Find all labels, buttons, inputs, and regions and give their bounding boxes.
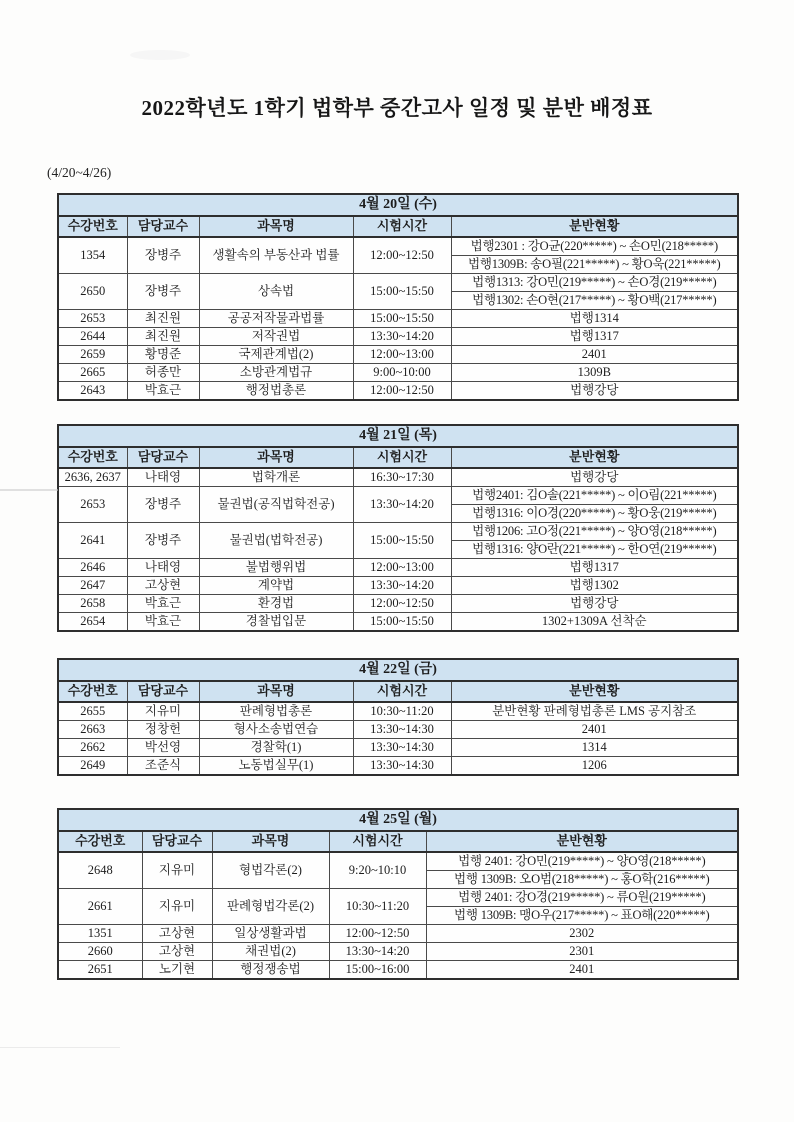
exam-time-cell: 12:00~13:00: [353, 559, 451, 577]
table-header-row: [58, 831, 738, 852]
table-row: [58, 328, 738, 346]
exam-time-cell: 13:30~14:30: [353, 721, 451, 739]
schedule-table-fri: [57, 658, 739, 776]
course-no-cell: 2650: [58, 274, 127, 310]
table-row: [58, 468, 738, 487]
table-row: [58, 943, 738, 961]
table-date-label: 4월 22일 (금): [58, 659, 738, 681]
professor-cell: 황명준: [127, 346, 199, 364]
table-row: [58, 702, 738, 721]
schedule-table-mon: [57, 808, 739, 980]
professor-cell: 장병주: [127, 274, 199, 310]
professor-cell: 고상현: [142, 925, 212, 943]
subject-cell: 공공저작물과법률: [199, 310, 353, 328]
table-row: [58, 613, 738, 632]
professor-cell: 노기현: [142, 961, 212, 980]
section-assignment-cell: 법행 2401: 강O민(219*****) ~ 양O영(218*****): [426, 852, 738, 871]
schedule-table-thu: [57, 424, 739, 632]
professor-cell: 장병주: [127, 523, 199, 559]
course-no-cell: 2649: [58, 757, 127, 776]
table-row: [58, 559, 738, 577]
section-assignment-cell: 1206: [451, 757, 738, 776]
column-header: 과목명: [199, 681, 353, 702]
table-date-label: 4월 21일 (목): [58, 425, 738, 447]
table-row: [58, 237, 738, 256]
subject-cell: 상속법: [199, 274, 353, 310]
course-no-cell: 1354: [58, 237, 127, 274]
section-assignment-cell: 분반현황 판례형법총론 LMS 공지참조: [451, 702, 738, 721]
course-no-cell: 2648: [58, 852, 142, 889]
section-assignment-cell: 법행 2401: 강O경(219*****) ~ 류O원(219*****): [426, 889, 738, 907]
exam-time-cell: 10:30~11:20: [353, 702, 451, 721]
professor-cell: 정창헌: [127, 721, 199, 739]
subject-cell: 노동법실무(1): [199, 757, 353, 776]
exam-time-cell: 13:30~14:30: [353, 757, 451, 776]
exam-time-cell: 13:30~14:20: [353, 577, 451, 595]
scan-artifact: [0, 1047, 120, 1048]
column-header: 과목명: [199, 216, 353, 237]
column-header: 분반현황: [451, 447, 738, 468]
table-row: [58, 889, 738, 907]
column-header: 분반현황: [426, 831, 738, 852]
professor-cell: 장병주: [127, 487, 199, 523]
table-row: [58, 739, 738, 757]
exam-schedule-table: [57, 424, 739, 632]
exam-time-cell: 13:30~14:30: [353, 739, 451, 757]
exam-time-cell: 15:00~15:50: [353, 613, 451, 632]
scan-artifact: [130, 50, 190, 60]
professor-cell: 지유미: [127, 702, 199, 721]
section-assignment-cell: 법행1302: [451, 577, 738, 595]
professor-cell: 박효근: [127, 595, 199, 613]
table-date-row: [58, 425, 738, 447]
column-header: 수강번호: [58, 447, 127, 468]
professor-cell: 장병주: [127, 237, 199, 274]
section-assignment-cell: 법행1206: 고O정(221*****) ~ 양O영(218*****): [451, 523, 738, 541]
exam-schedule-table: [57, 658, 739, 776]
section-assignment-cell: 2401: [451, 346, 738, 364]
table-date-label: 4월 25일 (월): [58, 809, 738, 831]
column-header: 시험시간: [353, 216, 451, 237]
section-assignment-cell: 2301: [426, 943, 738, 961]
section-assignment-cell: 법행1314: [451, 310, 738, 328]
professor-cell: 박효근: [127, 382, 199, 401]
course-no-cell: 2646: [58, 559, 127, 577]
section-assignment-cell: 법행강당: [451, 382, 738, 401]
exam-time-cell: 15:00~15:50: [353, 274, 451, 310]
table-row: [58, 757, 738, 776]
exam-time-cell: 15:00~16:00: [329, 961, 426, 980]
subject-cell: 경찰법입문: [199, 613, 353, 632]
professor-cell: 고상현: [127, 577, 199, 595]
section-assignment-cell: 법행1313: 강O민(219*****) ~ 손O경(219*****): [451, 274, 738, 292]
table-row: [58, 274, 738, 292]
course-no-cell: 2663: [58, 721, 127, 739]
section-assignment-cell: 법행2401: 김O솔(221*****) ~ 이O림(221*****): [451, 487, 738, 505]
table-header-row: [58, 216, 738, 237]
column-header: 과목명: [212, 831, 329, 852]
column-header: 시험시간: [353, 447, 451, 468]
column-header: 담당교수: [127, 216, 199, 237]
table-row: [58, 595, 738, 613]
schedule-table-wed: [57, 193, 739, 401]
course-no-cell: 2643: [58, 382, 127, 401]
table-row: [58, 961, 738, 980]
course-no-cell: 1351: [58, 925, 142, 943]
course-no-cell: 2665: [58, 364, 127, 382]
course-no-cell: 2658: [58, 595, 127, 613]
subject-cell: 행정법총론: [199, 382, 353, 401]
exam-time-cell: 15:00~15:50: [353, 310, 451, 328]
column-header: 수강번호: [58, 681, 127, 702]
exam-schedule-table: [57, 193, 739, 401]
professor-cell: 허종만: [127, 364, 199, 382]
scan-artifact: [0, 489, 58, 491]
course-no-cell: 2636, 2637: [58, 468, 127, 487]
course-no-cell: 2647: [58, 577, 127, 595]
exam-time-cell: 13:30~14:20: [353, 487, 451, 523]
table-row: [58, 487, 738, 505]
table-row: [58, 577, 738, 595]
section-assignment-cell: 2302: [426, 925, 738, 943]
professor-cell: 지유미: [142, 852, 212, 889]
subject-cell: 형사소송법연습: [199, 721, 353, 739]
exam-period-label: (4/20~4/26): [47, 165, 112, 180]
exam-time-cell: 13:30~14:20: [329, 943, 426, 961]
professor-cell: 나태영: [127, 559, 199, 577]
section-assignment-cell: 법행1302: 손O현(217*****) ~ 황O백(217*****): [451, 292, 738, 310]
subject-cell: 저작권법: [199, 328, 353, 346]
professor-cell: 나태영: [127, 468, 199, 487]
course-no-cell: 2662: [58, 739, 127, 757]
section-assignment-cell: 법행1317: [451, 328, 738, 346]
table-date-row: [58, 194, 738, 216]
column-header: 과목명: [199, 447, 353, 468]
column-header: 담당교수: [127, 447, 199, 468]
subject-cell: 채권법(2): [212, 943, 329, 961]
course-no-cell: 2659: [58, 346, 127, 364]
table-row: [58, 346, 738, 364]
section-assignment-cell: 1302+1309A 선착순: [451, 613, 738, 632]
table-date-row: [58, 809, 738, 831]
subject-cell: 일상생활과법: [212, 925, 329, 943]
professor-cell: 박선영: [127, 739, 199, 757]
subject-cell: 소방관계법규: [199, 364, 353, 382]
column-header: 시험시간: [329, 831, 426, 852]
professor-cell: 고상현: [142, 943, 212, 961]
exam-time-cell: 10:30~11:20: [329, 889, 426, 925]
table-row: [58, 721, 738, 739]
column-header: 수강번호: [58, 831, 142, 852]
table-row: [58, 310, 738, 328]
section-assignment-cell: 2401: [451, 721, 738, 739]
professor-cell: 최진원: [127, 328, 199, 346]
course-no-cell: 2654: [58, 613, 127, 632]
table-row: [58, 382, 738, 401]
section-assignment-cell: 법행1316: 양O란(221*****) ~ 한O연(219*****): [451, 541, 738, 559]
professor-cell: 박효근: [127, 613, 199, 632]
exam-time-cell: 13:30~14:20: [353, 328, 451, 346]
section-assignment-cell: 법행1317: [451, 559, 738, 577]
course-no-cell: 2641: [58, 523, 127, 559]
professor-cell: 지유미: [142, 889, 212, 925]
course-no-cell: 2655: [58, 702, 127, 721]
section-assignment-cell: 법행강당: [451, 468, 738, 487]
subject-cell: 경찰학(1): [199, 739, 353, 757]
section-assignment-cell: 법행2301 : 강O균(220*****) ~ 손O민(218*****): [451, 237, 738, 256]
section-assignment-cell: 법행 1309B: 오O범(218*****) ~ 홍O학(216*****): [426, 871, 738, 889]
professor-cell: 최진원: [127, 310, 199, 328]
section-assignment-cell: 법행강당: [451, 595, 738, 613]
course-no-cell: 2653: [58, 487, 127, 523]
subject-cell: 판례형법각론(2): [212, 889, 329, 925]
table-header-row: [58, 681, 738, 702]
exam-time-cell: 12:00~12:50: [353, 237, 451, 274]
subject-cell: 행정쟁송법: [212, 961, 329, 980]
professor-cell: 조준식: [127, 757, 199, 776]
course-no-cell: 2644: [58, 328, 127, 346]
exam-time-cell: 9:20~10:10: [329, 852, 426, 889]
subject-cell: 계약법: [199, 577, 353, 595]
section-assignment-cell: 법행1309B: 송O필(221*****) ~ 황O욱(221*****): [451, 256, 738, 274]
exam-time-cell: 12:00~12:50: [329, 925, 426, 943]
course-no-cell: 2653: [58, 310, 127, 328]
column-header: 분반현황: [451, 216, 738, 237]
section-assignment-cell: 2401: [426, 961, 738, 980]
table-header-row: [58, 447, 738, 468]
page-title: 2022학년도 1학기 법학부 중간고사 일정 및 분반 배정표: [141, 96, 653, 120]
table-row: [58, 364, 738, 382]
exam-schedule-table: [57, 808, 739, 980]
section-assignment-cell: 1309B: [451, 364, 738, 382]
table-row: [58, 523, 738, 541]
table-date-row: [58, 659, 738, 681]
column-header: 수강번호: [58, 216, 127, 237]
exam-time-cell: 9:00~10:00: [353, 364, 451, 382]
table-row: [58, 852, 738, 871]
subject-cell: 판례형법총론: [199, 702, 353, 721]
table-date-label: 4월 20일 (수): [58, 194, 738, 216]
course-no-cell: 2651: [58, 961, 142, 980]
subject-cell: 물권법(법학전공): [199, 523, 353, 559]
subject-cell: 환경법: [199, 595, 353, 613]
exam-time-cell: 16:30~17:30: [353, 468, 451, 487]
section-assignment-cell: 법행 1309B: 맹O우(217*****) ~ 표O해(220*****): [426, 907, 738, 925]
table-row: [58, 925, 738, 943]
subject-cell: 물권법(공직법학전공): [199, 487, 353, 523]
subject-cell: 법학개론: [199, 468, 353, 487]
subject-cell: 불법행위법: [199, 559, 353, 577]
subject-cell: 생활속의 부동산과 법률: [199, 237, 353, 274]
subject-cell: 국제관계법(2): [199, 346, 353, 364]
course-no-cell: 2661: [58, 889, 142, 925]
exam-time-cell: 12:00~12:50: [353, 595, 451, 613]
column-header: 분반현황: [451, 681, 738, 702]
section-assignment-cell: 1314: [451, 739, 738, 757]
column-header: 담당교수: [127, 681, 199, 702]
course-no-cell: 2660: [58, 943, 142, 961]
exam-time-cell: 12:00~12:50: [353, 382, 451, 401]
section-assignment-cell: 법행1316: 이O경(220*****) ~ 황O웅(219*****): [451, 505, 738, 523]
column-header: 담당교수: [142, 831, 212, 852]
exam-time-cell: 12:00~13:00: [353, 346, 451, 364]
column-header: 시험시간: [353, 681, 451, 702]
exam-time-cell: 15:00~15:50: [353, 523, 451, 559]
subject-cell: 형법각론(2): [212, 852, 329, 889]
